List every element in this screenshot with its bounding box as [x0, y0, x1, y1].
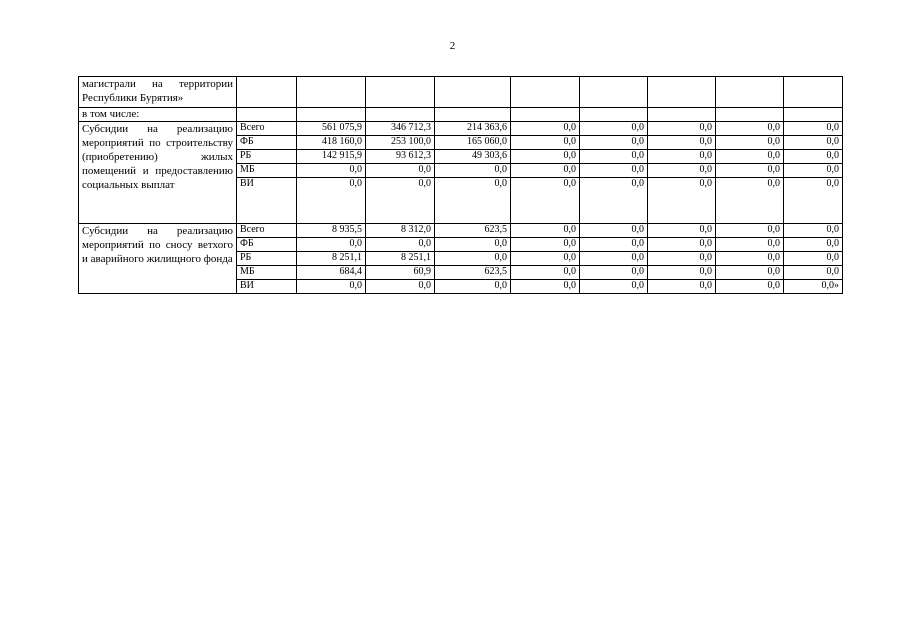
value-cell: 0,0 [435, 252, 511, 266]
value-cell: 0,0 [716, 122, 784, 136]
empty-cell [716, 77, 784, 108]
funding-source: ФБ [237, 136, 297, 150]
value-cell: 0,0 [716, 136, 784, 150]
value-cell: 0,0 [435, 178, 511, 224]
empty-cell [580, 108, 648, 122]
value-cell: 0,0 [784, 224, 843, 238]
value-cell: 253 100,0 [366, 136, 435, 150]
value-cell: 0,0 [580, 238, 648, 252]
value-cell: 623,5 [435, 266, 511, 280]
value-cell: 623,5 [435, 224, 511, 238]
value-cell: 0,0 [580, 136, 648, 150]
value-cell: 0,0 [648, 266, 716, 280]
value-cell: 0,0 [784, 238, 843, 252]
value-cell: 561 075,9 [297, 122, 366, 136]
funding-source: МБ [237, 164, 297, 178]
empty-cell [511, 108, 580, 122]
value-cell: 0,0» [784, 280, 843, 294]
budget-table-body [79, 77, 843, 294]
value-cell: 93 612,3 [366, 150, 435, 164]
value-cell: 0,0 [648, 178, 716, 224]
value-cell: 165 060,0 [435, 136, 511, 150]
empty-cell [648, 77, 716, 108]
funding-source: ВИ [237, 280, 297, 294]
value-cell: 8 312,0 [366, 224, 435, 238]
empty-cell [297, 108, 366, 122]
value-cell: 0,0 [297, 280, 366, 294]
funding-source: Всего [237, 122, 297, 136]
funding-source: МБ [237, 266, 297, 280]
value-cell: 0,0 [435, 164, 511, 178]
value-cell: 0,0 [297, 164, 366, 178]
measure-description: Субсидии на реализацию мероприятий по строительству (приобретению) жилых помещений и предоставлению социальных выплат [79, 122, 237, 224]
empty-cell [511, 77, 580, 108]
value-cell: 0,0 [580, 150, 648, 164]
empty-cell [366, 77, 435, 108]
value-cell: 0,0 [366, 280, 435, 294]
value-cell: 0,0 [511, 252, 580, 266]
value-cell: 0,0 [511, 238, 580, 252]
table-row-heading-continuation [79, 77, 843, 108]
value-cell: 142 915,9 [297, 150, 366, 164]
value-cell: 0,0 [716, 252, 784, 266]
value-cell: 0,0 [511, 150, 580, 164]
measure-description: Субсидии на реализацию мероприятий по сносу ветхого и аварийного жилищного фонда [79, 224, 237, 294]
value-cell: 0,0 [366, 164, 435, 178]
table-row [79, 122, 843, 136]
value-cell: 0,0 [648, 122, 716, 136]
value-cell: 8 935,5 [297, 224, 366, 238]
value-cell: 684,4 [297, 266, 366, 280]
funding-source: РБ [237, 252, 297, 266]
empty-cell [784, 77, 843, 108]
value-cell: 0,0 [716, 266, 784, 280]
funding-source: РБ [237, 150, 297, 164]
value-cell: 346 712,3 [366, 122, 435, 136]
value-cell: 0,0 [511, 136, 580, 150]
value-cell: 0,0 [784, 252, 843, 266]
value-cell: 0,0 [716, 280, 784, 294]
value-cell: 0,0 [784, 266, 843, 280]
value-cell: 0,0 [716, 224, 784, 238]
value-cell: 8 251,1 [297, 252, 366, 266]
value-cell: 0,0 [648, 238, 716, 252]
value-cell: 0,0 [784, 178, 843, 224]
value-cell: 0,0 [366, 238, 435, 252]
empty-cell [435, 108, 511, 122]
value-cell: 0,0 [716, 178, 784, 224]
value-cell: 214 363,6 [435, 122, 511, 136]
value-cell: 0,0 [580, 224, 648, 238]
value-cell: 0,0 [511, 280, 580, 294]
empty-cell [366, 108, 435, 122]
value-cell: 0,0 [716, 238, 784, 252]
empty-cell [648, 108, 716, 122]
value-cell: 0,0 [511, 224, 580, 238]
value-cell: 0,0 [648, 224, 716, 238]
value-cell: 0,0 [580, 280, 648, 294]
value-cell: 0,0 [784, 150, 843, 164]
value-cell: 0,0 [648, 280, 716, 294]
value-cell: 0,0 [580, 266, 648, 280]
value-cell: 0,0 [435, 280, 511, 294]
value-cell: 0,0 [580, 252, 648, 266]
value-cell: 0,0 [366, 178, 435, 224]
empty-cell [237, 77, 297, 108]
value-cell: 0,0 [648, 164, 716, 178]
value-cell: 0,0 [784, 136, 843, 150]
value-cell: 0,0 [716, 150, 784, 164]
value-cell: 0,0 [648, 252, 716, 266]
row-label-including: в том числе: [79, 108, 237, 122]
empty-cell [580, 77, 648, 108]
table-row [79, 224, 843, 238]
value-cell: 0,0 [511, 122, 580, 136]
value-cell: 0,0 [511, 164, 580, 178]
value-cell: 0,0 [511, 266, 580, 280]
funding-source: Всего [237, 224, 297, 238]
value-cell: 60,9 [366, 266, 435, 280]
value-cell: 0,0 [511, 178, 580, 224]
value-cell: 418 160,0 [297, 136, 366, 150]
value-cell: 0,0 [648, 136, 716, 150]
value-cell: 8 251,1 [366, 252, 435, 266]
value-cell: 49 303,6 [435, 150, 511, 164]
value-cell: 0,0 [784, 122, 843, 136]
budget-table [78, 76, 843, 294]
table-row-including [79, 108, 843, 122]
value-cell: 0,0 [297, 238, 366, 252]
empty-cell [716, 108, 784, 122]
empty-cell [784, 108, 843, 122]
value-cell: 0,0 [580, 178, 648, 224]
funding-source: ВИ [237, 178, 297, 224]
value-cell: 0,0 [784, 164, 843, 178]
value-cell: 0,0 [580, 164, 648, 178]
page-number: 2 [449, 40, 456, 52]
value-cell: 0,0 [580, 122, 648, 136]
value-cell: 0,0 [297, 178, 366, 224]
funding-source: ФБ [237, 238, 297, 252]
value-cell: 0,0 [648, 150, 716, 164]
value-cell: 0,0 [716, 164, 784, 178]
row-label-top: магистрали на территории Республики Бурятия» [79, 77, 237, 108]
value-cell: 0,0 [435, 238, 511, 252]
empty-cell [297, 77, 366, 108]
empty-cell [237, 108, 297, 122]
empty-cell [435, 77, 511, 108]
